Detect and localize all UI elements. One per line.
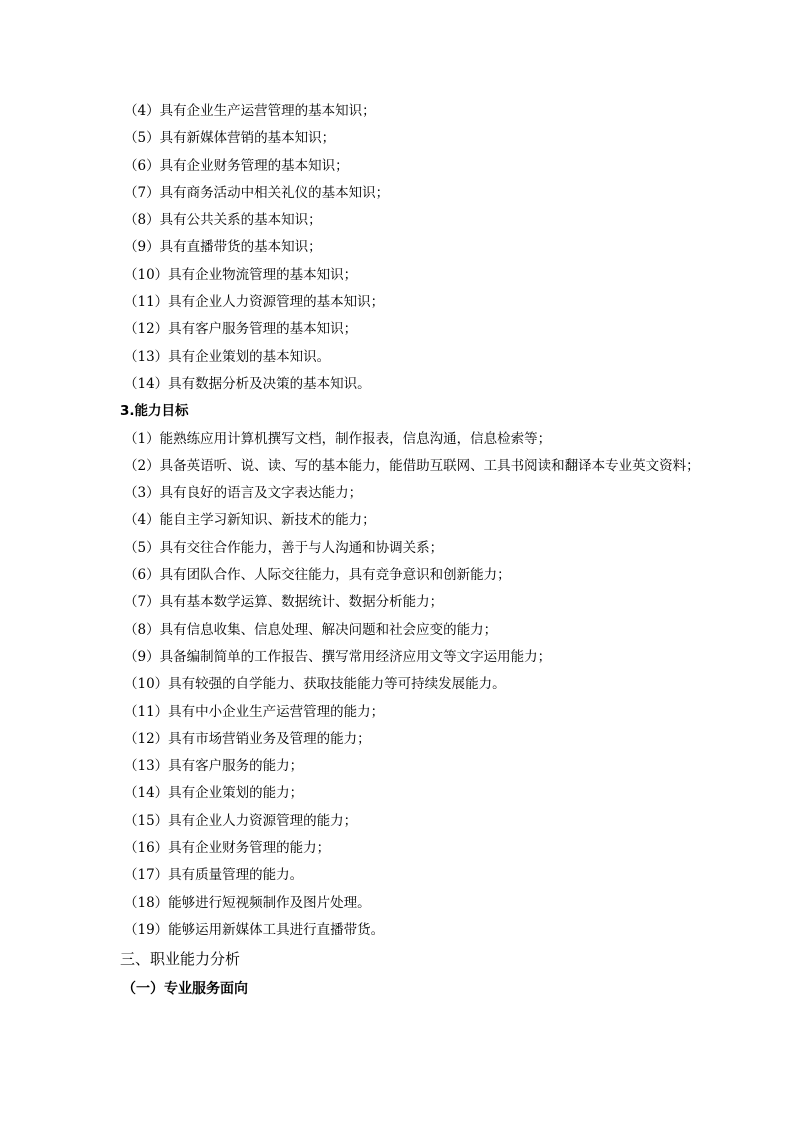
ability-item: （16）具有企业财务管理的能力； — [124, 840, 331, 857]
ability-item: （15）具有企业人力资源管理的能力； — [124, 812, 358, 829]
knowledge-item: （13）具有企业策划的基本知识。 — [124, 348, 331, 365]
ability-item: （18）能够进行短视频制作及图片处理。 — [124, 894, 371, 911]
ability-item: （6）具有团队合作、人际交往能力，具有竞争意识和创新能力； — [124, 567, 511, 584]
knowledge-item: （6）具有企业财务管理的基本知识； — [124, 157, 349, 174]
knowledge-item: （4）具有企业生产运营管理的基本知识； — [124, 103, 376, 119]
ability-item: （11）具有中小企业生产运营管理的能力； — [124, 703, 385, 720]
ability-item: （1）能熟练应用计算机撰写文档，制作报表，信息沟通，信息检索等； — [124, 430, 552, 447]
ability-item: （14）具有企业策划的能力； — [124, 785, 304, 802]
ability-item: （2）具备英语听、说、读、写的基本能力，能借助互联网、工具书阅读和翻译本专业英文资料； — [124, 457, 700, 474]
knowledge-item: （10）具有企业物流管理的基本知识； — [124, 266, 358, 283]
knowledge-item: （14）具有数据分析及决策的基本知识。 — [124, 375, 371, 392]
knowledge-item: （8）具有公共关系的基本知识； — [124, 212, 322, 229]
document-content — [120, 98, 720, 1004]
subsection-title: （一）专业服务面向 — [122, 981, 248, 998]
ability-item: （9）具备编制简单的工作报告、撰写常用经济应用文等文字运用能力； — [124, 648, 552, 665]
ability-item: （19）能够运用新媒体工具进行直播带货。 — [124, 921, 385, 938]
ability-item: （8）具有信息收集、信息处理、解决问题和社会应变的能力； — [124, 621, 498, 638]
ability-item: （7）具有基本数学运算、数据统计、数据分析能力； — [124, 594, 444, 611]
ability-item: （17）具有质量管理的能力。 — [124, 867, 304, 884]
ability-item: （13）具有客户服务的能力； — [124, 758, 304, 775]
ability-item: （5）具有交往合作能力，善于与人沟通和协调关系； — [124, 539, 444, 556]
knowledge-item: （9）具有直播带货的基本知识； — [124, 239, 322, 256]
knowledge-item: （12）具有客户服务管理的基本知识； — [124, 321, 358, 338]
ability-heading: 3.能力目标 — [120, 403, 189, 420]
ability-item: （3）具有良好的语言及文字表达能力； — [124, 485, 363, 502]
knowledge-item: （5）具有新媒体营销的基本知识； — [124, 130, 336, 147]
knowledge-item: （7）具有商务活动中相关礼仪的基本知识； — [124, 184, 390, 201]
section-title: 三、职业能力分析 — [120, 950, 241, 969]
ability-item: （10）具有较强的自学能力、获取技能能力等可持续发展能力。 — [124, 676, 506, 693]
ability-item: （4）能自主学习新知识、新技术的能力； — [124, 512, 376, 529]
knowledge-item: （11）具有企业人力资源管理的基本知识； — [124, 294, 385, 311]
ability-item: （12）具有市场营销业务及管理的能力； — [124, 730, 371, 747]
